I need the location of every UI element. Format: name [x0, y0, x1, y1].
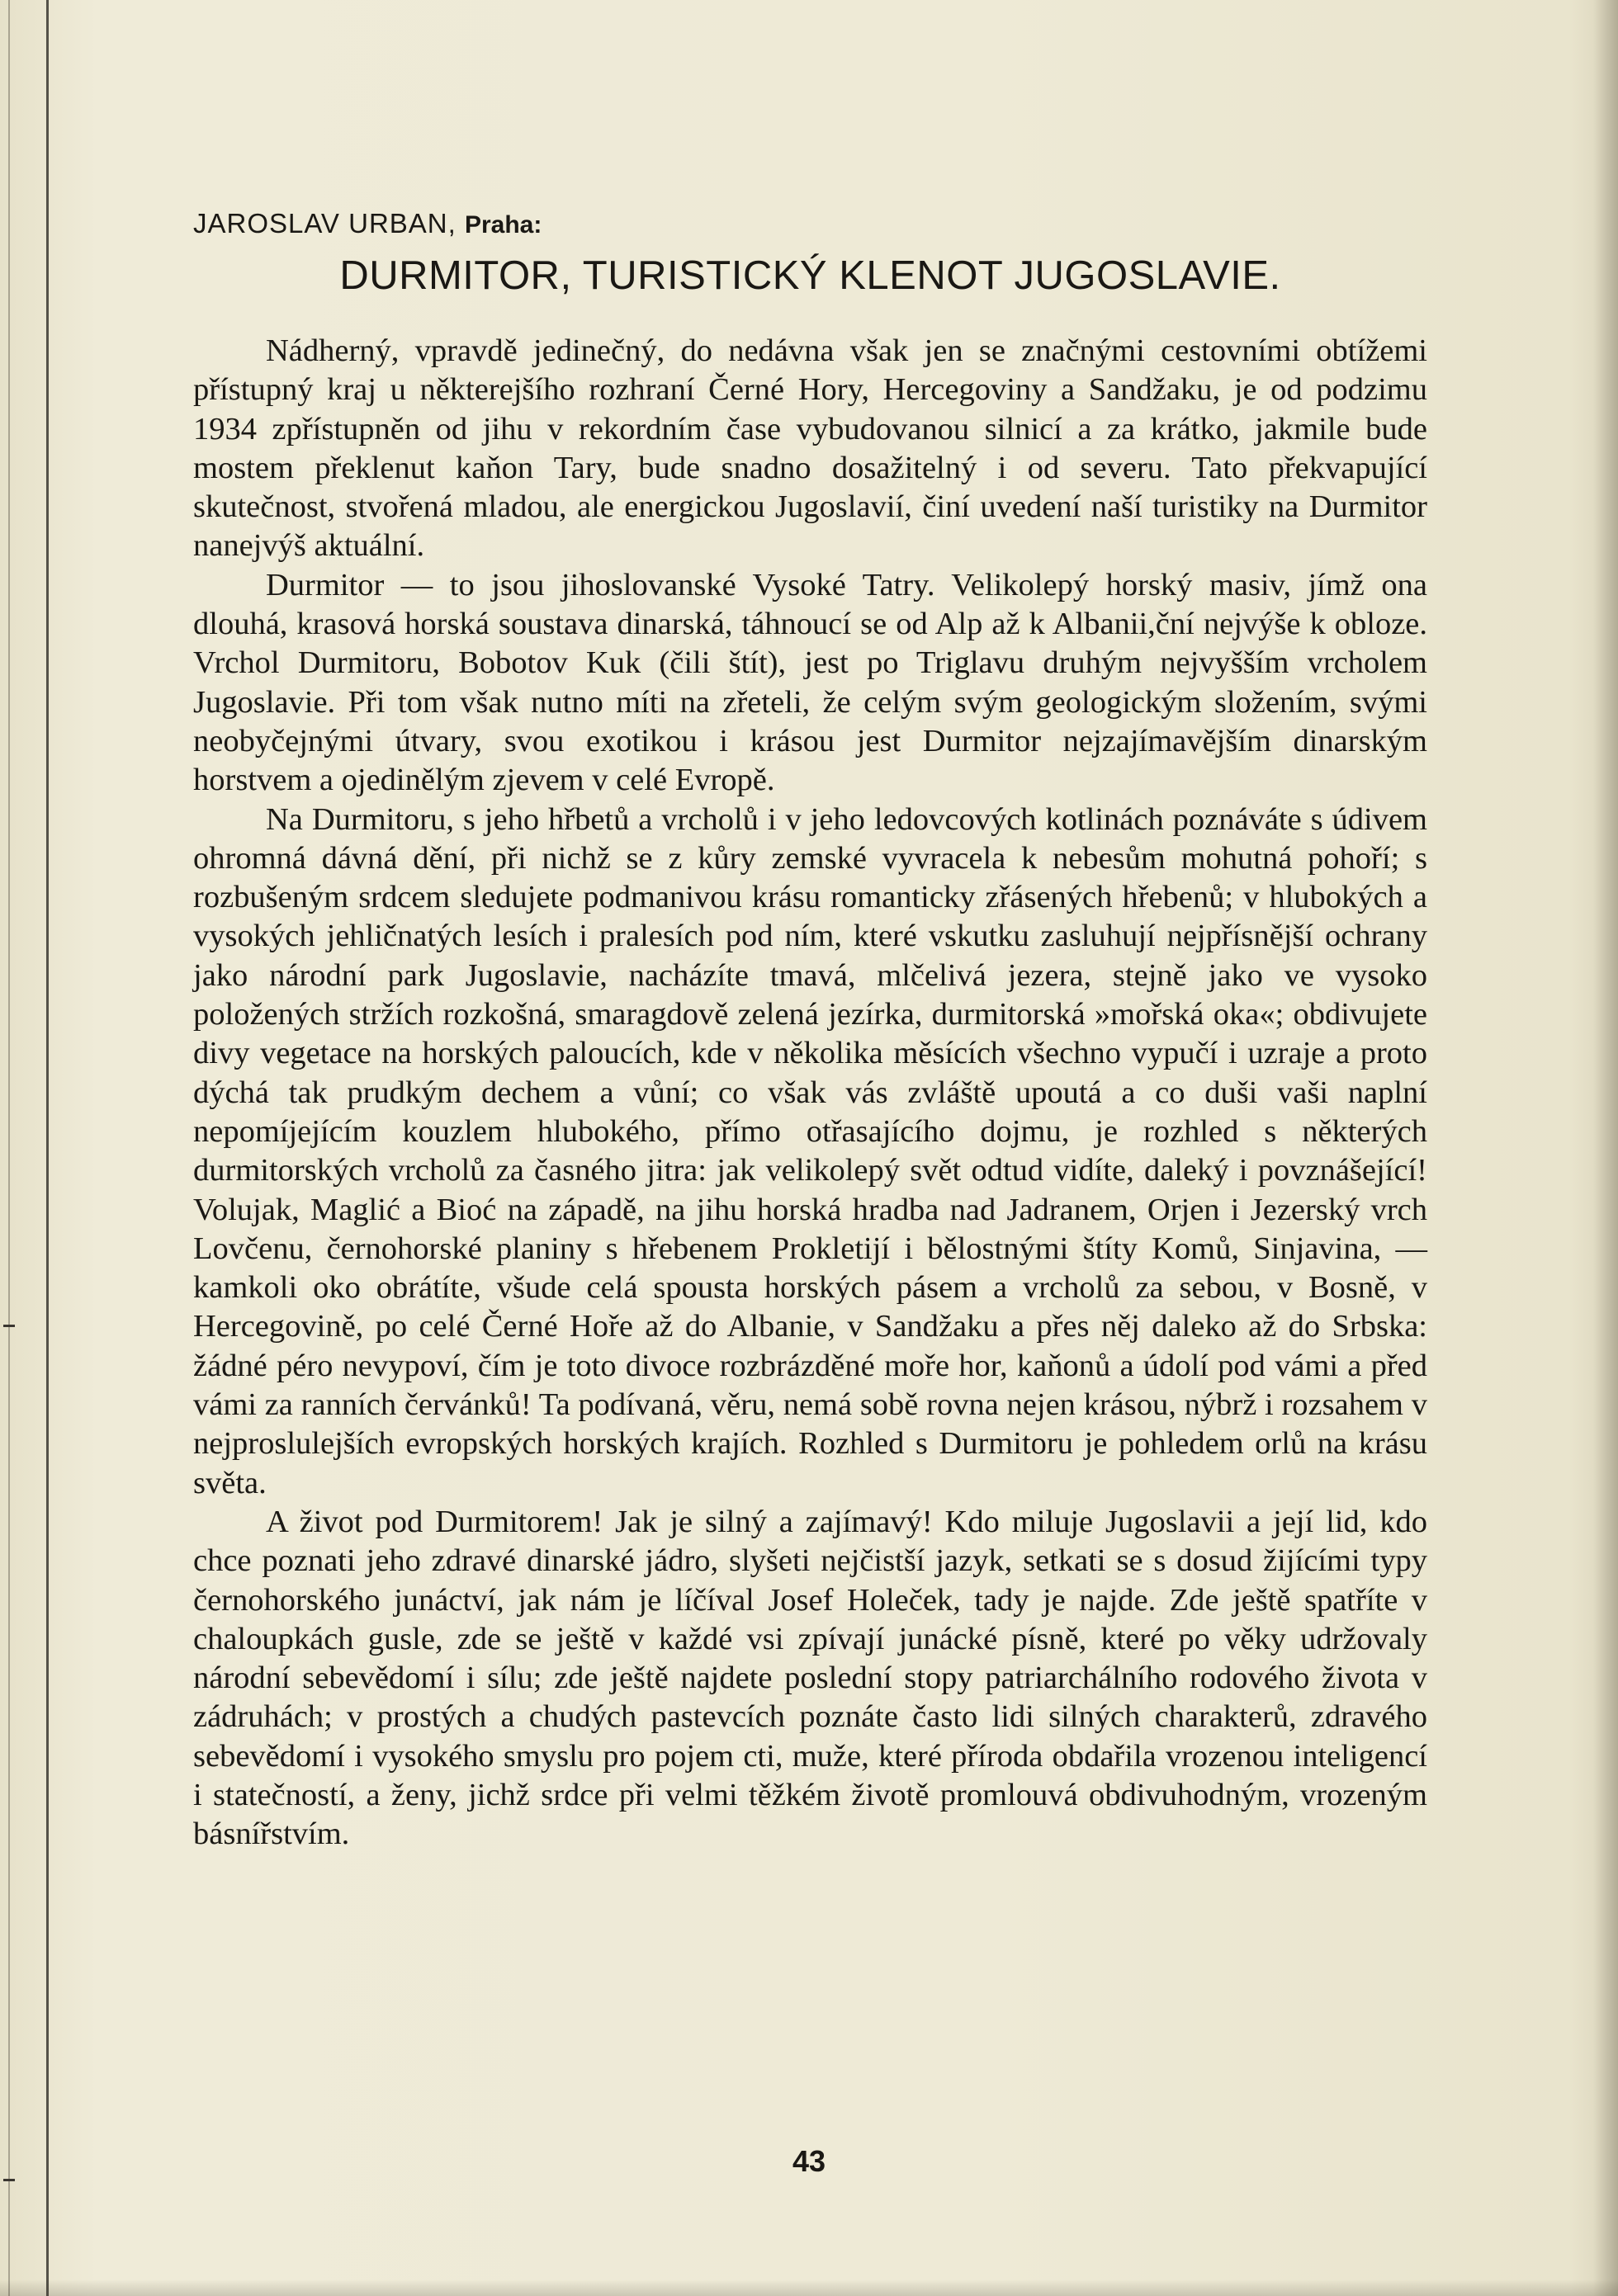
page-bottom-shadow — [0, 2279, 1618, 2296]
page-edge-shadow — [1593, 0, 1618, 2296]
paragraph: A život pod Durmitorem! Jak je silný a zajímavý! Kdo miluje Jugoslavii a její lid, kdo chce poznati jeho zdravé dinarské jádro, slyšeti nejčistší jazyk, setkati se s dosud žijícími typy černohorského junáctví, jak nám je líčíval Josef Holeček, tady je najde. Zde ještě spatříte v chaloupkách gusle, zde se ještě v každé vsi zpívají junácké písně, které po věky udržovaly národní sebevědomí i sílu; zde ještě najdete poslední stopy patriarchálního rodového života v zádruhách; v prostých a chudých pastevcích poznáte často lidi silných charakterů, zdravého sebevědomí i vysokého smyslu pro pojem cti, muže, které příroda obdařila vrozenou inteligencí i statečností, a ženy, jichž srdce při velmi těžkém životě promlouvá obdivuhodným, vrozeným básnířstvím. — [193, 1504, 1427, 1852]
article-body — [193, 332, 1427, 1854]
paragraph: Na Durmitoru, s jeho hřbetů a vrcholů i v jeho ledovcových kotlinách poznáváte s údivem ohromná dávná dění, při nichž se z kůry zemské vyvracela k nebesům mohutná pohoří; s rozbušeným srdcem sledujete podmanivou krásu romanticky zřásených hřebenů; v hlubokých a vysokých jehličnatých lesích i pralesích pod ním, které vskutku zasluhují nejpřísnější ochrany jako národní park Jugoslavie, nacházíte tmavá, mlčelivá jezera, stejně jako ve vysoko položených stržích rozkošná, smaragdově zelená jezírka, durmitorská »mořská oka«; obdivujete divy vegetace na horských paloucích, kde v několika měsících všechno vypučí i uzraje a proto dýchá tak prudkým dechem a vůní; co však vás zvláště upoutá a co duši vaši naplní nepomíjejícím kouzlem hlubokého, přímo otřasajícího dojmu, je rozhled s některých durmitorských vrcholů za časného jitra: jak velikolepý svět odtud vidíte, daleký i povznášející! Volujak, Maglić a Bioć na západě, na jihu horská hradba nad Jadranem, Orjen i Jezerský vrch Lovčenu, černohorské planiny s hřebenem Prokletijí i bělostnými štíty Komů, Sinjavina, — kamkoli oko obrátíte, všude celá spousta horských pásem a vrcholů za sebou, v Bosně, v Hercegovině, po celé Černé Hoře až do Albanie, v Sandžaku a přes něj daleko až do Srbska: žádné péro nevypoví, čím je toto divoce rozbrázděné moře hor, kaňonů a údolí pod vámi a před vámi za ranních červánků! Ta podívaná, věru, nemá sobě rovna nejen krásou, nýbrž i rozsahem v nejproslulejších evropských horských krajích. Rozhled s Durmitoru je pohledem orlů na krásu světa. — [193, 801, 1427, 1500]
author-name: JAROSLAV URBAN, — [193, 208, 457, 239]
author-place: Praha: — [464, 211, 542, 239]
paragraph: Durmitor — to jsou jihoslovanské Vysoké Tatry. Velikolepý horský masiv, jímž ona dlouhá, krasová horská soustava dinarská, táhnoucí se od Alp až k Albanii,ční nejvýše k obloze. Vrchol Durmitoru, Bobotov Kuk (čili štít), jest po Triglavu druhým nejvyšším vrcholem Jugoslavie. Při tom však nutno míti na zřeteli, že celým svým geologickým složením, svými neobyčejnými útvary, svou exotikou i krásou jest Durmitor nejzajímavějším dinarským horstvem a ojedinělým zjevem v celé Evropě. — [193, 567, 1427, 798]
page-number: 43 — [792, 2144, 826, 2178]
binding-edge — [8, 0, 10, 2296]
article-title: DURMITOR, TURISTICKÝ KLENOT JUGOSLAVIE. — [339, 253, 1281, 298]
gutter-line — [46, 0, 49, 2296]
margin-mark — [3, 1325, 15, 1327]
margin-mark — [3, 2179, 15, 2181]
author-line — [193, 208, 542, 239]
paragraph: Nádherný, vpravdě jedinečný, do nedávna však jen se značnými cestovními obtížemi přístupný kraj u některejšího rozhraní Černé Hory, Hercegoviny a Sandžaku, je od podzimu 1934 zpřístupněn od jihu v rekordním čase vybudovanou silnicí a za krátko, jakmile bude mostem překlenut kaňon Tary, bude snadno dosažitelný i od severu. Tato překvapující skutečnost, stvořená mladou, ale energickou Jugoslavií, činí uvedení naší turistiky na Durmitor nanejvýš aktuální. — [193, 333, 1427, 564]
